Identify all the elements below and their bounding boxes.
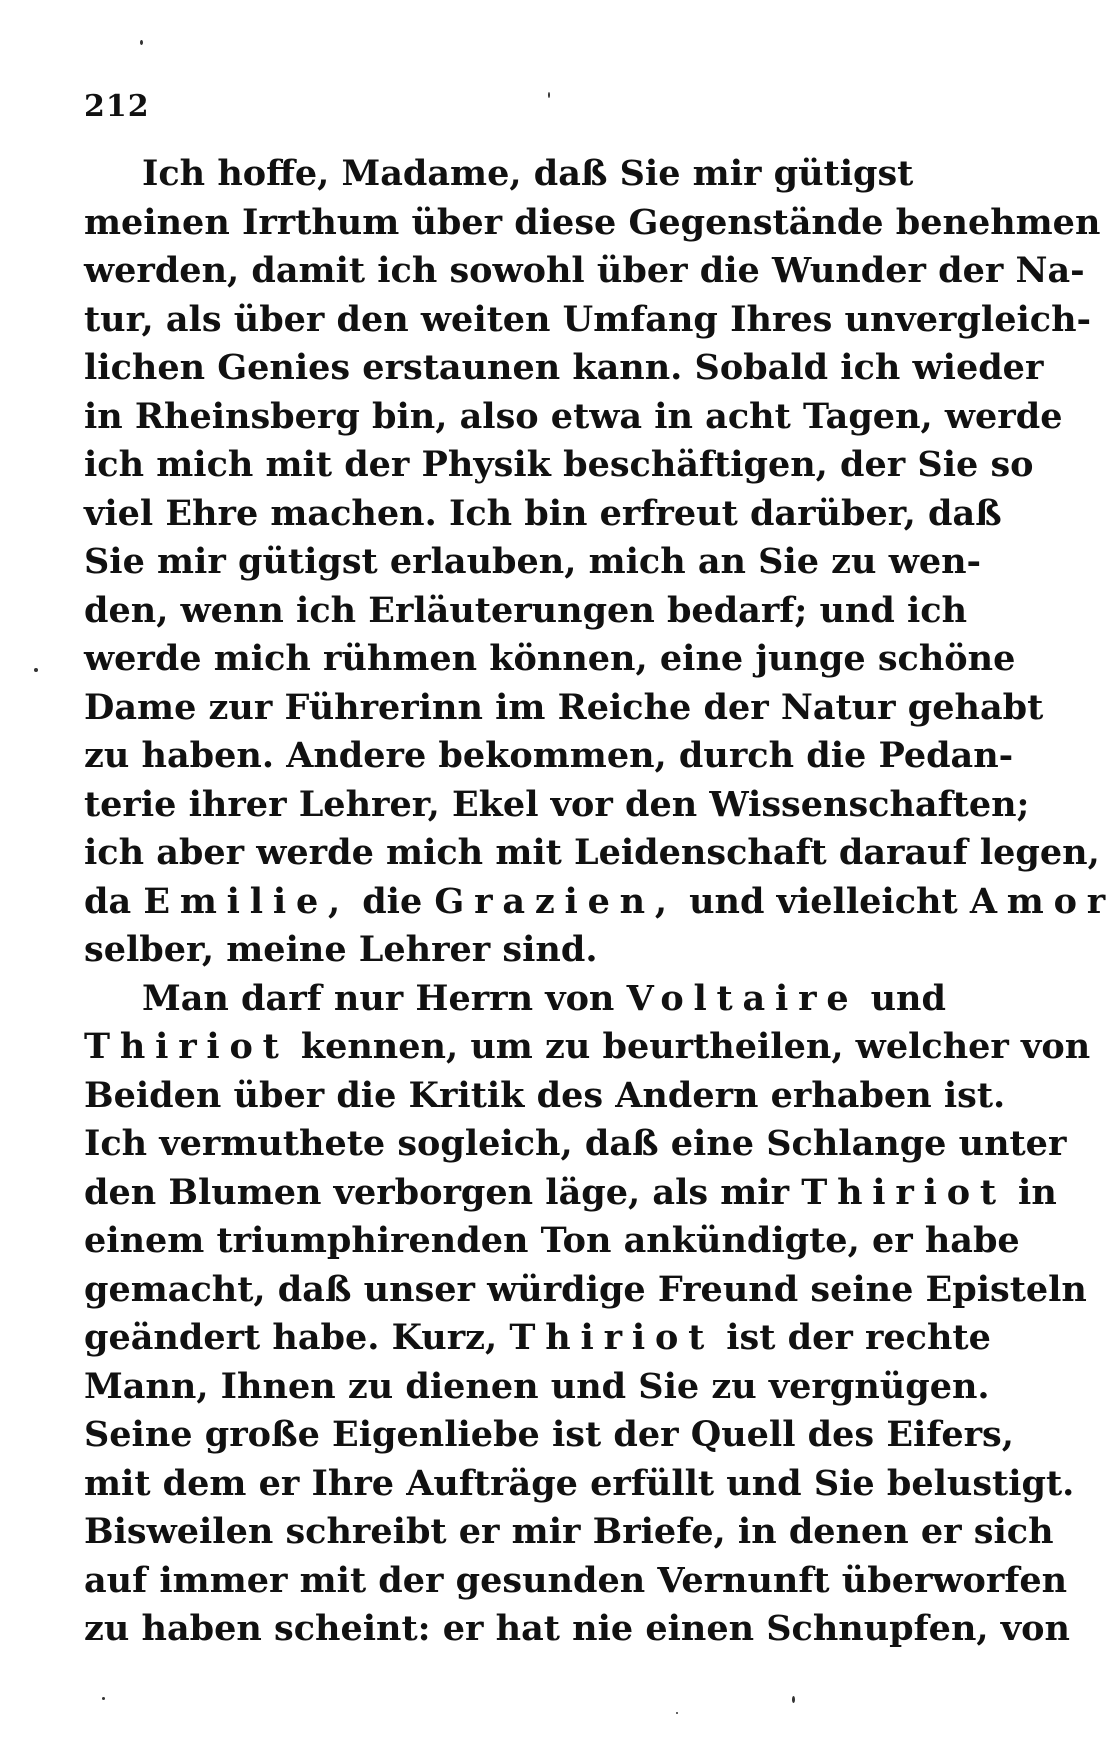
text-line: werden, damit ich sowohl über die Wunder der Na- xyxy=(84,250,1085,291)
text-line: Sie mir gütigst erlauben, mich an Sie zu wen- xyxy=(84,541,982,582)
word: und vielleicht xyxy=(689,880,958,922)
scan-speck xyxy=(676,1712,678,1714)
scan-speck xyxy=(140,40,143,45)
text-line: Ich vermuthete sogleich, daß eine Schlange unter xyxy=(84,1123,1067,1164)
text-line xyxy=(84,878,1115,927)
spaced-name: Thiriot xyxy=(801,1171,1006,1213)
text-line: Dame zur Führerinn im Reiche der Natur gehabt xyxy=(84,686,1044,728)
scan-speck xyxy=(34,668,38,672)
text-segment: ist der rechte xyxy=(726,1317,991,1358)
paragraph xyxy=(84,975,1091,1654)
text-line: Bisweilen schreibt er mir Briefe, in denen er sich xyxy=(84,1511,1054,1552)
text-line: gemacht, daß unser würdige Freund seine Episteln xyxy=(84,1268,1087,1310)
scan-speck xyxy=(792,1696,795,1703)
text-line: viel Ehre machen. Ich bin erfreut darüber, daß xyxy=(84,492,1002,534)
text-line: meinen Irrthum über diese Gegenstände benehmen xyxy=(84,201,1101,243)
text-segment: und xyxy=(870,977,946,1019)
word: da xyxy=(84,880,132,922)
text-segment: den Blumen verborgen läge, als mir xyxy=(84,1171,790,1213)
text-line: zu haben. Andere bekommen, durch die Pedan- xyxy=(84,735,1014,776)
text-line: selber, meine Lehrer sind. xyxy=(84,929,598,970)
text-line: einem triumphirenden Ton ankündigte, er habe xyxy=(84,1220,1020,1261)
body-text xyxy=(84,150,1115,1654)
text-line: ich mich mit der Physik beschäftigen, der Sie so xyxy=(84,444,1034,485)
text-line xyxy=(84,1023,1091,1072)
text-line xyxy=(84,1169,1057,1218)
page-number: 212 xyxy=(84,89,150,124)
text-line: in Rheinsberg bin, also etwa in acht Tagen, werde xyxy=(84,395,1063,437)
text-segment: Man darf nur Herrn von xyxy=(142,977,615,1019)
text-line: auf immer mit der gesunden Vernunft überworfen xyxy=(84,1559,1068,1601)
spaced-name: Thiriot xyxy=(509,1317,715,1358)
text-line: den, wenn ich Erläuterungen bedarf; und ich xyxy=(84,589,968,631)
text-line xyxy=(84,1314,991,1363)
text-line: lichen Genies erstaunen kann. Sobald ich wieder xyxy=(84,347,1044,388)
text-line: Beiden über die Kritik des Andern erhaben ist. xyxy=(84,1074,1006,1116)
text-line xyxy=(84,975,946,1024)
spaced-name: Amor xyxy=(969,880,1115,922)
spaced-name: Thiriot xyxy=(84,1026,289,1067)
scan-speck xyxy=(548,92,550,98)
text-line: tur, als über den weiten Umfang Ihres unvergleich- xyxy=(84,298,1092,340)
text-segment: geändert habe. Kurz, xyxy=(84,1317,498,1358)
text-line: werde mich rühmen können, eine junge schöne xyxy=(84,638,1016,679)
text-line: Ich hoffe, Madame, daß Sie mir gütigst xyxy=(142,153,914,194)
text-line: zu haben scheint: er hat nie einen Schnupfen, von xyxy=(84,1608,1070,1649)
scan-speck xyxy=(102,1697,105,1700)
text-segment: kennen, um zu beurtheilen, welcher von xyxy=(300,1026,1091,1067)
text-segment: in xyxy=(1018,1171,1057,1213)
text-line: Seine große Eigenliebe ist der Quell des Eifers, xyxy=(84,1414,1014,1455)
text-line: Mann, Ihnen zu dienen und Sie zu vergnügen. xyxy=(84,1365,990,1407)
text-line: mit dem er Ihre Aufträge erfüllt und Sie belustigt. xyxy=(84,1462,1075,1504)
spaced-name: Emilie, xyxy=(143,880,350,922)
spaced-name: Grazien, xyxy=(434,880,677,922)
text-line: ich aber werde mich mit Leidenschaft darauf legen, xyxy=(84,832,1100,873)
spaced-name: Voltaire xyxy=(626,977,859,1019)
text-line: terie ihrer Lehrer, Ekel vor den Wissenschaften; xyxy=(84,783,1030,825)
paragraph xyxy=(84,150,1115,975)
word: die xyxy=(362,880,423,922)
